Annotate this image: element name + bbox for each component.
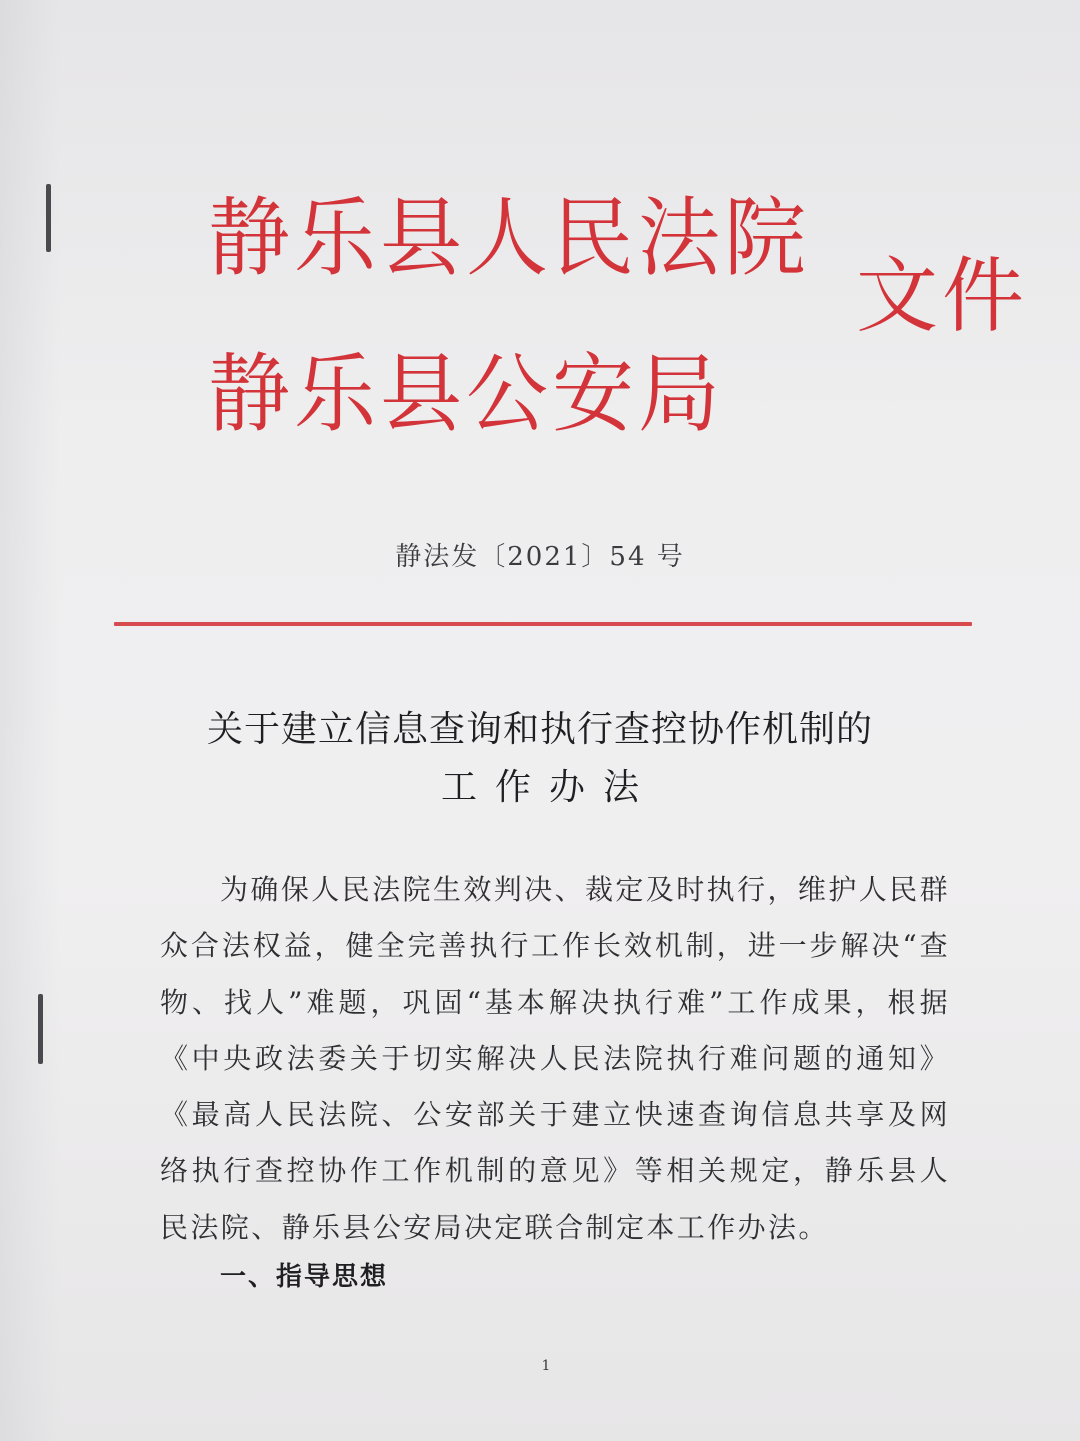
page-number: 1 (541, 1358, 551, 1374)
red-divider (114, 622, 972, 626)
body-paragraph: 为确保人民法院生效判决、裁定及时执行，维护人民群众合法权益，健全完善执行工作长效机制，进一步解决“查物、找人”难题，巩固“基本解决执行难”工作成果，根据《中央政法委关于切实解决人民法院执行难问题的通知》《最高人民法院、公安部关于建立快速查询信息共享及网络执行查控协作工作机制的意见》等相关规定，静乐县人民法院、静乐县公安局决定联合制定本工作办法。 (160, 873, 950, 1244)
binding-mark (38, 994, 43, 1064)
document-title-line-2: 工作办法 (440, 767, 657, 808)
document-number: 静法发〔2021〕54 号 (395, 542, 685, 572)
binding-mark (46, 184, 51, 252)
document-title-line-1: 关于建立信息查询和执行查控协作机制的 (206, 709, 873, 750)
issuer-police: 静乐县公安局 (208, 344, 725, 445)
section-heading: 一、指导思想 (220, 1262, 389, 1292)
issuer-court: 静乐县人民法院 (208, 188, 811, 289)
header-suffix: 文件 (856, 249, 1029, 344)
